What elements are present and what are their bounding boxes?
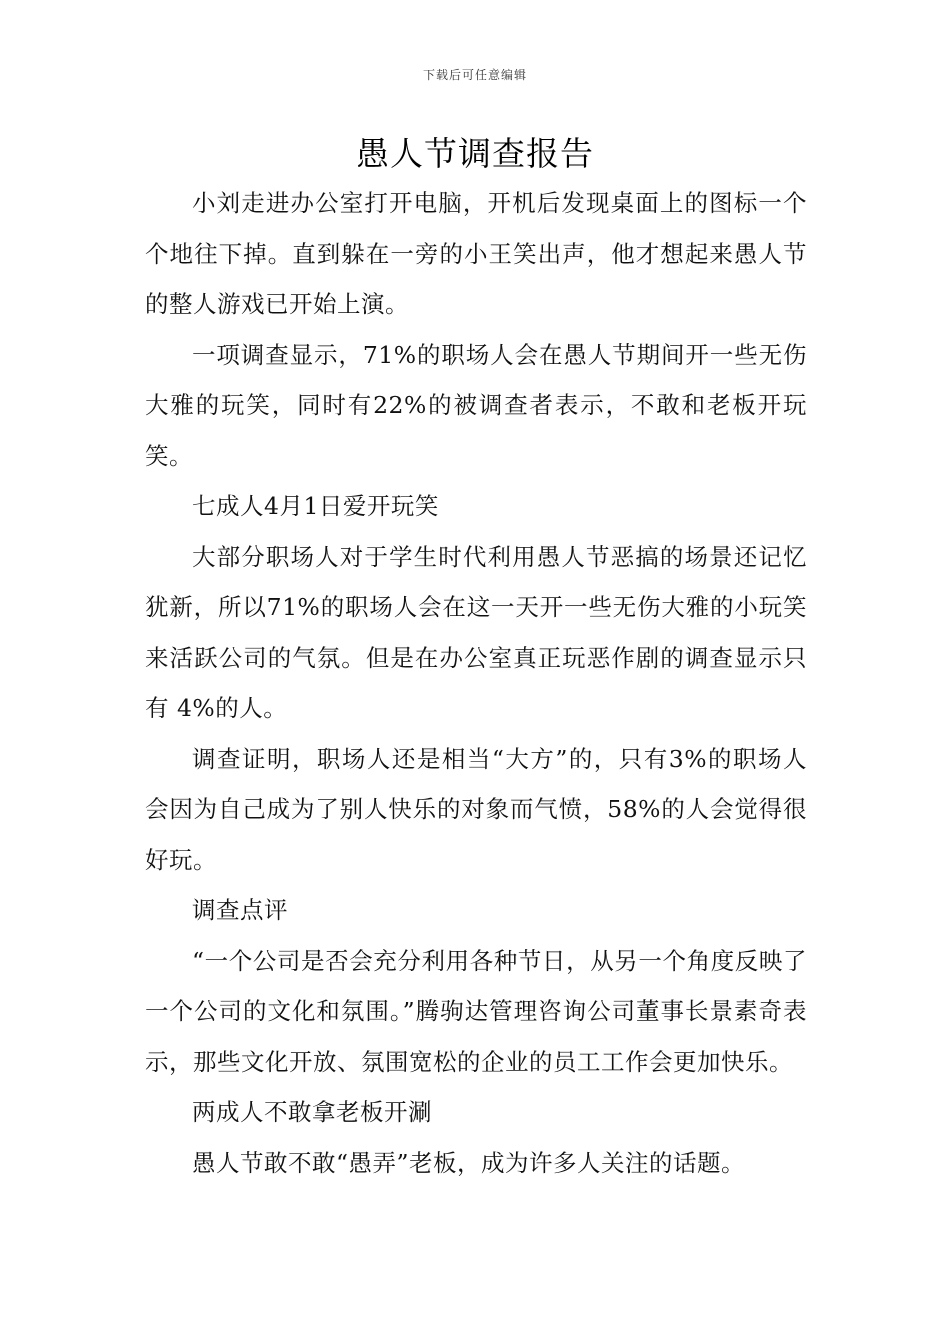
paragraph-survey: 一项调查显示，71%的职场人会在愚人节期间开一些无伤大雅的玩笑，同时有22%的被调查者表示，不敢和老板开玩笑。: [145, 340, 807, 470]
paragraph-boss: 愚人节敢不敢“愚弄”老板，成为许多人关注的话题。: [192, 1148, 746, 1177]
document-title: 愚人节调查报告: [356, 134, 594, 173]
paragraph-generous: 调查证明，职场人还是相当“大方”的，只有3%的职场人会因为自己成为了别人快乐的对象而气愤，58%的人会觉得很好玩。: [145, 744, 807, 874]
subheading-twenty-percent: 两成人不敢拿老板开涮: [192, 1098, 432, 1126]
paragraph-quote: “一个公司是否会充分利用各种节日，从另一个角度反映了一个公司的文化和氛围。”腾驹达管理咨询公司董事长景素奇表示，那些文化开放、氛围宽松的企业的员工工作会更加快乐。: [145, 946, 807, 1076]
paragraph-intro: 小刘走进办公室打开电脑，开机后发现桌面上的图标一个个地往下掉。直到躲在一旁的小王笑出声，他才想起来愚人节的整人游戏已开始上演。: [145, 189, 807, 318]
subheading-seventy-percent: 七成人4月1日爱开玩笑: [192, 492, 439, 520]
header-note: 下载后可任意编辑: [422, 68, 527, 82]
document-body: [145, 178, 807, 1188]
subheading-commentary: 调查点评: [192, 896, 288, 924]
paragraph-student-memories: 大部分职场人对于学生时代利用愚人节恶搞的场景还记忆犹新，所以71%的职场人会在这一天开一些无伤大雅的小玩笑来活跃公司的气氛。但是在办公室真正玩恶作剧的调查显示只有 4%的人。: [145, 542, 807, 722]
